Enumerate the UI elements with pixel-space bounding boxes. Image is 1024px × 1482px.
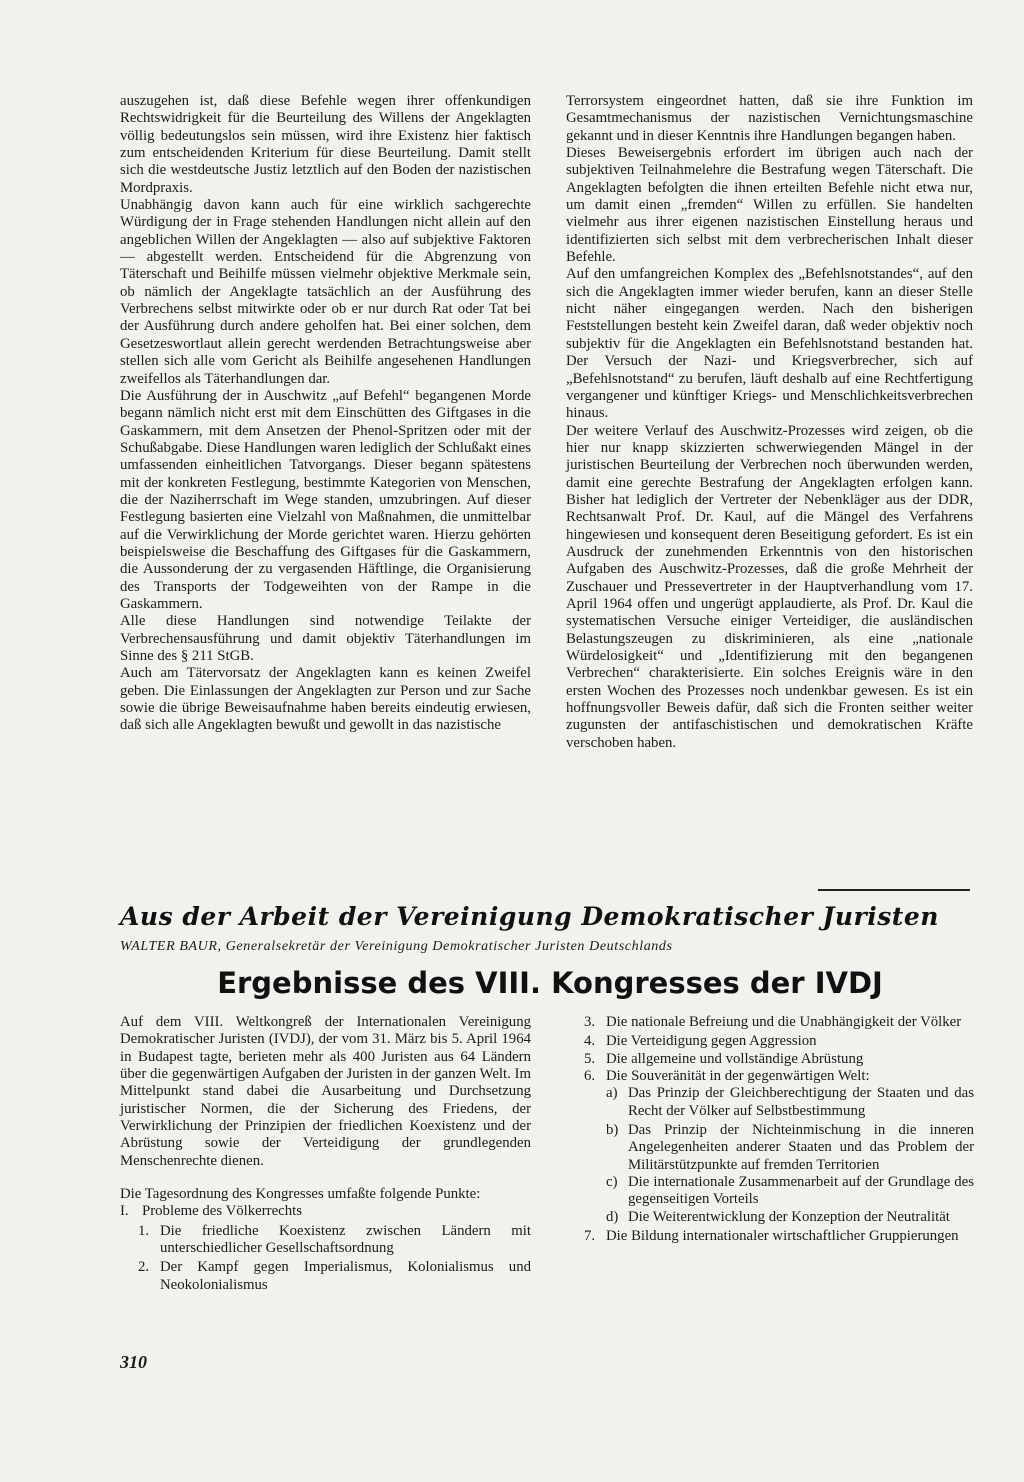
- list-item: [584, 1033, 974, 1050]
- list-item: [584, 1014, 974, 1031]
- article-right-column: [584, 1014, 974, 1245]
- list-number: 2.: [138, 1259, 150, 1276]
- list-text: Der Kampf gegen Imperialismus, Kolonialismus und Neokolonialismus: [160, 1259, 531, 1293]
- sub-list-item: [584, 1209, 974, 1226]
- page-number: 310: [120, 1352, 147, 1372]
- list-number: I.: [120, 1203, 129, 1220]
- article-title: Ergebnisse des VIII. Kongresses der IVDJ: [217, 966, 883, 1000]
- sub-list-item: [584, 1122, 974, 1174]
- paragraph: Der weitere Verlauf des Auschwitz-Prozesses wird zeigen, ob die hier nur knapp skizzierten schwerwiegenden Mängel in der juristischen Beurteilung der Verbrechen noch überwunden werden, damit eine gerechte Bestrafung der Angeklagten erfolgen kann. Bisher hat lediglich der Vertreter der Nebenkläger aus der DDR, Rechtsanwalt Prof. Dr. Kaul, auf die Mängel des Verfahrens hingewiesen und konsequent deren Beseitigung gefordert. Es ist ein Ausdruck der zunehmenden Erkenntnis von den historischen Aufgaben des Auschwitz-Prozesses, daß die große Mehrheit der Zuschauer und Pressevertreter in der Hauptverhandlung vom 17. April 1964 offen und ungerügt applaudierte, als Prof. Dr. Kaul die systematischen Versuche einiger Verteidiger, die ausländischen Belastungszeugen zu diskriminieren, als eine „nationale Würdelosigkeit“ und „Identifizierung mit den begangenen Verbrechen“ charakterisierte. Ein solches Ereignis wäre in den ersten Wochen des Prozesses noch undenkbar gewesen. Es ist ein hoffnungsvoller Beweis dafür, daß sich die Fronten seither weiter zugunsten der antifaschistischen und demokratischen Kräfte verschoben haben.: [566, 422, 973, 751]
- list-item: [584, 1051, 974, 1068]
- author-byline: WALTER BAUR, Generalsekretär der Vereinigung Demokratischer Juristen Deutschlands: [120, 939, 673, 954]
- intro-paragraph: Auf dem VIII. Weltkongreß der Internationalen Vereinigung Demokratischer Juristen (IVDJ), der vom 31. März bis 5. April 1964 in Budapest tagte, berieten mehr als 400 Juristen aus 64 Ländern über die gegenwärtigen Aufgaben der Juristen in der ganzen Welt. Im Mittelpunkt stand dabei die Ausarbeitung und Durchsetzung juristischer Normen, die der Sicherung des Friedens, der Verwirklichung der Prinzipien der friedlichen Koexistenz und der Abrüstung sowie der Verteidigung der grundlegenden Menschenrechte dienen.: [120, 1014, 531, 1169]
- list-number: 4.: [584, 1033, 596, 1050]
- list-number: 1.: [138, 1222, 150, 1239]
- list-text: Probleme des Völkerrechts: [142, 1203, 302, 1220]
- list-number: 6.: [584, 1068, 596, 1085]
- list-text: Die Weiterentwicklung der Konzeption der Neutralität: [628, 1208, 950, 1225]
- list-letter: c): [606, 1174, 618, 1191]
- section-divider: [818, 889, 970, 891]
- paragraph: Terrorsystem eingeordnet hatten, daß sie ihre Funktion im Gesamtmechanismus der nazistischen Vernichtungsmaschine gekannt und in dieser Kenntnis ihre Handlungen begangen haben.: [566, 93, 973, 144]
- paragraph: Dieses Beweisergebnis erfordert im übrigen auch nach der subjektiven Teilnahmelehre die Bestrafung wegen Täterschaft. Die Angeklagten befolgten die ihnen erteilten Befehle nicht etwa nur, um damit einen „fremden“ Willen zu erfüllen. Sie handelten vielmehr aus ihrer eigenen nazistischen Einstellung heraus und identifizierten sich selbst mit dem verbrecherischen Inhalt dieser Befehle.: [566, 145, 973, 266]
- agenda-section: [120, 1203, 531, 1220]
- list-letter: a): [606, 1085, 618, 1102]
- list-letter: b): [606, 1122, 619, 1139]
- list-text: Das Prinzip der Gleichberechtigung der Staaten und das Recht der Völker auf Selbstbestimmung: [628, 1085, 974, 1119]
- paragraph: auszugehen ist, daß diese Befehle wegen ihrer offenkundigen Rechtswidrigkeit für die Beurteilung des Willens der Angeklagten völlig bedeutungslos sein müssen, wird ihre Existenz hier faktisch zum entscheidenden Kriterium für diese Beurteilung. Damit stellt sich die westdeutsche Justiz letztlich auf den Boden der nazistischen Mordpraxis.: [120, 93, 531, 196]
- list-letter: d): [606, 1208, 619, 1225]
- list-text: Die Bildung internationaler wirtschaftlicher Gruppierungen: [606, 1228, 959, 1245]
- agenda-intro: Die Tagesordnung des Kongresses umfaßte folgende Punkte:: [120, 1186, 481, 1203]
- section-heading: Aus der Arbeit der Vereinigung Demokratischer Juristen: [120, 902, 939, 931]
- list-text: Die Souveränität in der gegenwärtigen Welt:: [606, 1068, 870, 1085]
- list-text: Das Prinzip der Nichteinmischung in die inneren Angelegenheiten anderer Staaten und das Problem der Militärstützpunkte auf fremden Territorien: [628, 1122, 974, 1173]
- list-item: [584, 1068, 974, 1085]
- list-text: Die Verteidigung gegen Aggression: [606, 1033, 817, 1050]
- paragraph: Auch am Tätervorsatz der Angeklagten kann es keinen Zweifel geben. Die Einlassungen der Angeklagten zur Person und zur Sache sowie die übrige Beweisaufnahme haben bereits eindeutig erwiesen, daß sich alle Angeklagten bewußt und gewollt in das nazistische: [120, 665, 531, 734]
- list-item: [120, 1223, 531, 1258]
- article-left-column: [120, 1014, 531, 1294]
- paragraph: Die Ausführung der in Auschwitz „auf Befehl“ begangenen Morde begann nämlich nicht erst mit dem Einschütten des Giftgases in die Gaskammern, mit dem Ansetzen der Phenol-Spritzen oder mit der Schußabgabe. Diese Handlungen waren lediglich der Schlußakt eines umfassenden einheitlichen Tatvorgangs. Dieser begann spätestens mit der konkreten Festlegung, bestimmte Kategorien von Menschen, die der Naziherrschaft im Wege standen, umzubringen. Auf dieser Festlegung basierten eine Vielzahl von Maßnahmen, die unmittelbar auf die Verwirklichung der Morde gerichtet waren. Hierzu gehörten beispielsweise die Beschaffung des Giftgases für die Gaskammern, die Aussonderung der zu vergasenden Häftlinge, die Organisierung des Transports der Todgeweihten von der Rampe in die Gaskammern.: [120, 387, 531, 612]
- paragraph: Unabhängig davon kann auch für eine wirklich sachgerechte Würdigung der in Frage stehenden Handlungen nicht allein auf den angeblichen Willen der Angeklagten — also auf subjektive Faktoren — abgestellt werden. Entscheidend für die Abgrenzung von Täterschaft und Beihilfe müssen vielmehr objektive Merkmale sein, ob nämlich der Angeklagte tatsächlich an der Ausführung des Verbrechens selbst mitwirkte oder ob er nur durch Rat oder Tat bei der Ausführung durch andere geholfen hat. Bei einer solchen, dem Gesetzeswortlaut allein gerecht werdenden Betrachtungsweise aber stellen sich alle vom Gericht als Beihilfe angesehenen Handlungen zweifellos als Täterhandlungen dar.: [120, 197, 531, 387]
- list-text: Die allgemeine und vollständige Abrüstung: [606, 1050, 864, 1067]
- top-right-column: [566, 93, 973, 752]
- list-number: 7.: [584, 1228, 596, 1245]
- sub-list-item: [584, 1174, 974, 1209]
- paragraph: Alle diese Handlungen sind notwendige Teilakte der Verbrechensausführung und damit objektiv Täterhandlungen im Sinne des § 211 StGB.: [120, 613, 531, 664]
- paragraph: Auf den umfangreichen Komplex des „Befehlsnotstandes“, auf den sich die Angeklagten immer wieder berufen, kann an dieser Stelle nicht näher eingegangen werden. Nach den bisherigen Feststellungen besteht kein Zweifel daran, daß weder objektiv noch subjektiv für die Angeklagten ein Befehlsnotstand bestanden hat. Der Versuch der Nazi- und Kriegsverbrecher, sich auf „Befehlsnotstand“ zu berufen, läuft deshalb auf eine Rechtfertigung vergangener und künftiger Kriegs- und Menschlichkeitsverbrechen hinaus.: [566, 266, 973, 422]
- list-item: [584, 1228, 974, 1245]
- sub-list-item: [584, 1085, 974, 1120]
- list-number: 3.: [584, 1014, 596, 1030]
- list-text: Die internationale Zusammenarbeit auf der Grundlage des gegenseitigen Vorteils: [628, 1174, 974, 1208]
- list-text: Die friedliche Koexistenz zwischen Ländern mit unterschiedlicher Gesellschaftsordnung: [160, 1222, 531, 1257]
- list-number: 5.: [584, 1050, 596, 1067]
- list-item: [120, 1259, 531, 1294]
- list-text: Die nationale Befreiung und die Unabhängigkeit der Völker: [606, 1014, 962, 1030]
- top-left-column: [120, 93, 531, 735]
